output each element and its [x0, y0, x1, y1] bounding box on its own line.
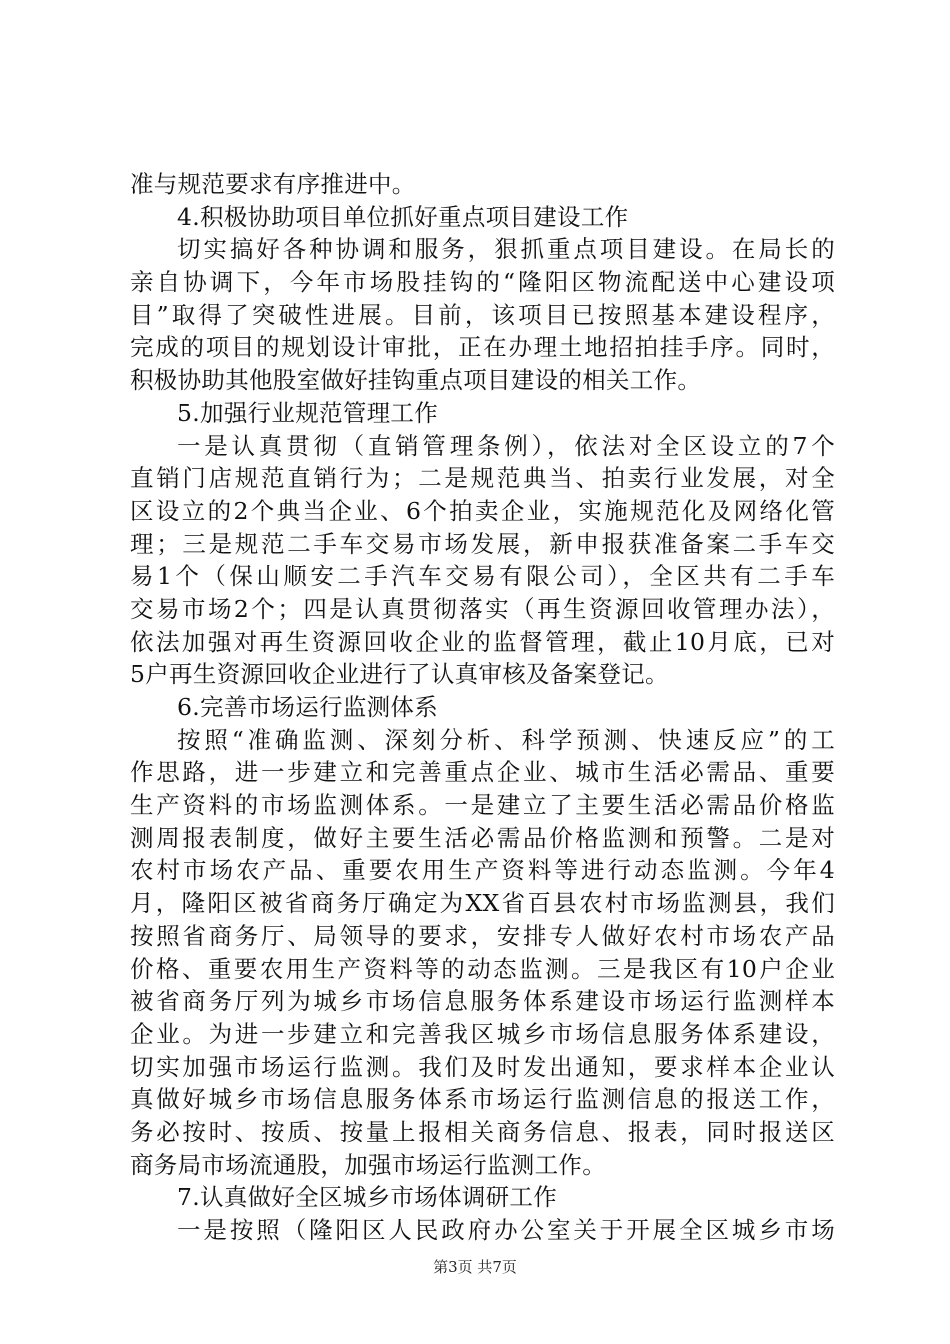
text-line: 测周报表制度，做好主要生活必需品价格监测和预警。二是对	[130, 823, 835, 852]
text-line: 5.加强行业规范管理工作	[177, 398, 439, 427]
text-line: 依法加强对再生资源回收企业的监督管理，截止10月底，已对	[130, 627, 835, 656]
text-line: 农村市场农产品、重要农用生产资料等进行动态监测。今年4	[130, 856, 835, 885]
text-line: 生产资料的市场监测体系。一是建立了主要生活必需品价格监	[130, 791, 835, 820]
text-line: 真做好城乡市场信息服务体系市场运行监测信息的报送工作，	[130, 1085, 835, 1114]
text-line: 交易市场2个；四是认真贯彻落实（再生资源回收管理办法），	[130, 594, 835, 623]
text-line: 理；三是规范二手车交易市场发展，新申报获准备案二手车交	[130, 529, 835, 558]
text-line: 切实搞好各种协调和服务，狠抓重点项目建设。在局长的	[177, 235, 835, 264]
text-line: 务必按时、按质、按量上报相关商务信息、报表，同时报送区	[130, 1117, 835, 1146]
text-line: 月，隆阳区被省商务厅确定为XX省百县农村市场监测县，我们	[130, 889, 835, 918]
text-line: 一是认真贯彻（直销管理条例），依法对全区设立的7个	[177, 431, 835, 460]
text-line: 易1个（保山顺安二手汽车交易有限公司），全区共有二手车	[130, 562, 835, 591]
text-line: 准与规范要求有序推进中。	[130, 170, 416, 198]
text-line: 被省商务厅列为城乡市场信息服务体系建设市场运行监测样本	[130, 987, 835, 1016]
text-line: 4.积极协助项目单位抓好重点项目建设工作	[177, 202, 629, 231]
text-line: 切实加强市场运行监测。我们及时发出通知，要求样本企业认	[130, 1052, 835, 1081]
text-line: 按照“准确监测、深刻分析、科学预测、快速反应”的工	[177, 725, 835, 754]
text-line: 直销门店规范直销行为；二是规范典当、拍卖行业发展，对全	[130, 464, 835, 493]
text-line: 目”取得了突破性进展。目前，该项目已按照基本建设程序，	[130, 300, 835, 329]
text-line: 区设立的2个典当企业、6个拍卖企业，实施规范化及网络化管	[130, 496, 835, 525]
text-line: 价格、重要农用生产资料等的动态监测。三是我区有10户企业	[130, 954, 835, 983]
text-line: 亲自协调下，今年市场股挂钩的“隆阳区物流配送中心建设项	[130, 268, 835, 297]
text-line: 6.完善市场运行监测体系	[177, 693, 439, 721]
text-line: 一是按照（隆阳区人民政府办公室关于开展全区城乡市场	[177, 1216, 835, 1244]
text-line: 按照省商务厅、局领导的要求，安排专人做好农村市场农产品	[130, 921, 835, 950]
document-body	[130, 168, 835, 1247]
page-footer: 第3页 共7页	[433, 1258, 517, 1276]
text-line: 商务局市场流通股，加强市场运行监测工作。	[130, 1150, 606, 1179]
text-line: 积极协助其他股室做好挂钩重点项目建设的相关工作。	[130, 366, 702, 395]
text-line: 5户再生资源回收企业进行了认真审核及备案登记。	[130, 660, 669, 689]
text-line: 作思路，进一步建立和完善重点企业、城市生活必需品、重要	[130, 758, 835, 787]
text-line: 完成的项目的规划设计审批，正在办理土地招拍挂手序。同时，	[130, 333, 835, 362]
text-line: 7.认真做好全区城乡市场体调研工作	[177, 1183, 558, 1212]
text-line: 企业。为进一步建立和完善我区城乡市场信息服务体系建设，	[130, 1019, 835, 1048]
